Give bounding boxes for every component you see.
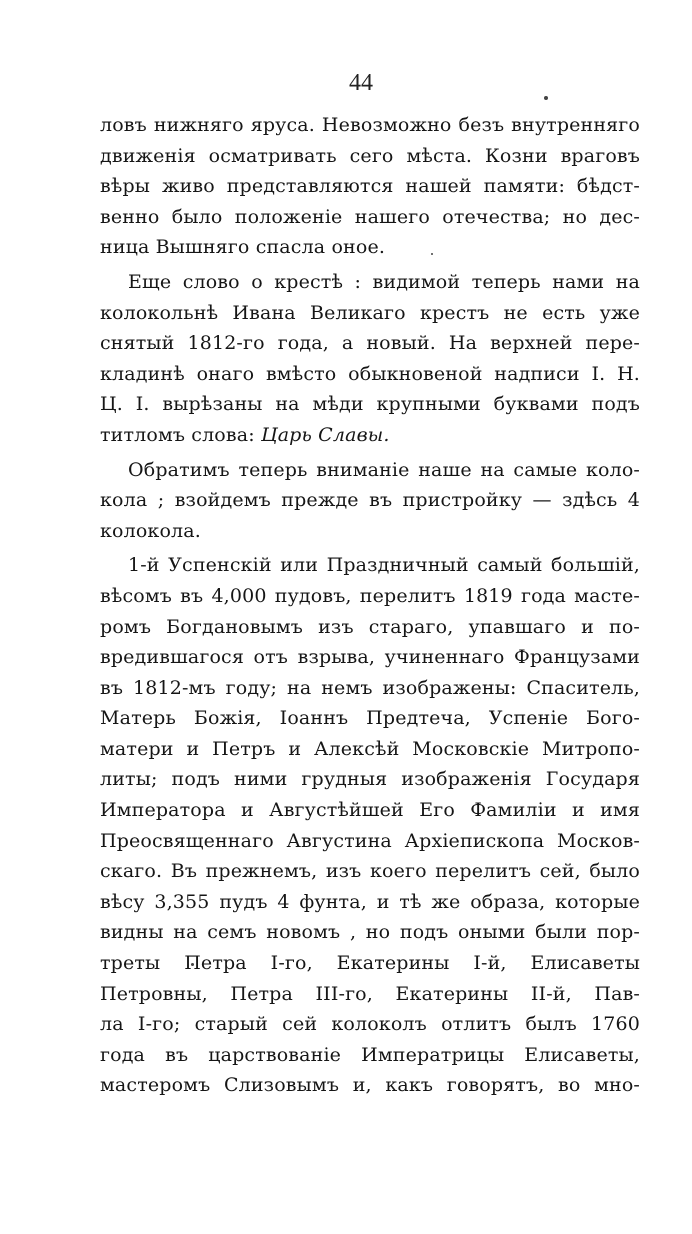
text-line: въ 1812-мъ году; на немъ изображены: Спаситель, [100, 676, 640, 699]
text-line: года въ царствованіе Императрицы Елисаветы, [100, 1043, 640, 1066]
text-line: Императора и Августѣйшей Его Фамиліи и имя [100, 799, 640, 822]
text-line: ромъ Богдановымъ изъ стараго, упавшаго и по- [100, 615, 640, 638]
text-line [100, 420, 640, 451]
text-line: Обратимъ теперь вниманіе наше на самые коло- [128, 458, 640, 481]
page-number: 44 [349, 70, 373, 96]
ink-speck [544, 96, 548, 100]
text-line: вредившагося отъ взрыва, учиненнаго Французами [100, 646, 640, 669]
text-body [100, 110, 640, 1105]
text-line: Преосвященнаго Августина Архіепископа Москов- [100, 829, 640, 852]
text-line: движенія осматривать сего мѣста. Козни враговъ [100, 144, 640, 167]
text-line: ница Вышняго спасла оное. [100, 236, 386, 259]
text-line: вѣры живо представляются нашей памяти: бѣдст- [100, 175, 640, 198]
text-fragment: титломъ слова: [100, 423, 261, 446]
text-line: венно было положеніе нашего отечества; но дес- [100, 205, 640, 228]
text-line: Ц. І. вырѣзаны на мѣди крупными буквами подъ [100, 393, 640, 416]
text-line: ла І-го; старый сей колоколъ отлитъ былъ 1760 [100, 1013, 640, 1036]
text-line: Петровны, Петра ІІІ-го, Екатерины ІІ-й, Пав- [100, 982, 640, 1005]
text-line: Еще слово о крестѣ : видимой теперь нами на [128, 270, 640, 293]
text-line: колокола. [100, 519, 201, 542]
text-line: скаго. Въ прежнемъ, изъ коего перелитъ сей, было [100, 860, 640, 883]
paragraph [100, 110, 640, 263]
text-line: кола ; взойдемъ прежде въ пристройку — здѣсь 4 [100, 489, 640, 512]
text-line: снятый 1812-го года, а новый. На верхней пере- [100, 332, 640, 355]
paragraph [100, 550, 640, 1101]
text-line: треты Петра І-го, Екатерины І-й, Елисаветы [100, 952, 640, 975]
text-line: вѣсу 3,355 пудъ 4 фунта, и тѣ же образа, которые [100, 890, 640, 913]
text-line: Матерь Божія, Іоаннъ Предтеча, Успеніе Бого- [100, 707, 640, 730]
text-line: кладинѣ онаго вмѣсто обыкновеной надписи І. Н. [100, 362, 640, 385]
text-line: вѣсомъ въ 4,000 пудовъ, перелитъ 1819 года масте- [100, 584, 640, 607]
text-line: видны на семъ новомъ , но подъ оными были пор- [100, 921, 640, 944]
paragraph [100, 267, 640, 451]
paragraph [100, 455, 640, 547]
text-line: ловъ нижняго яруса. Невозможно безъ внутренняго [100, 114, 640, 136]
italic-phrase: Царь Славы. [260, 423, 390, 446]
text-line: матери и Петръ и Алексѣй Московскіе Митропо- [100, 737, 640, 760]
text-line: 1-й Успенскій или Праздничный самый большій, [128, 554, 640, 577]
text-line: мастеромъ Слизовымъ и, какъ говорятъ, во мно- [100, 1074, 640, 1097]
text-line: колокольнѣ Ивана Великаго крестъ не есть уже [100, 301, 640, 324]
text-line: литы; подъ ними грудныя изображенія Государя [100, 768, 640, 791]
